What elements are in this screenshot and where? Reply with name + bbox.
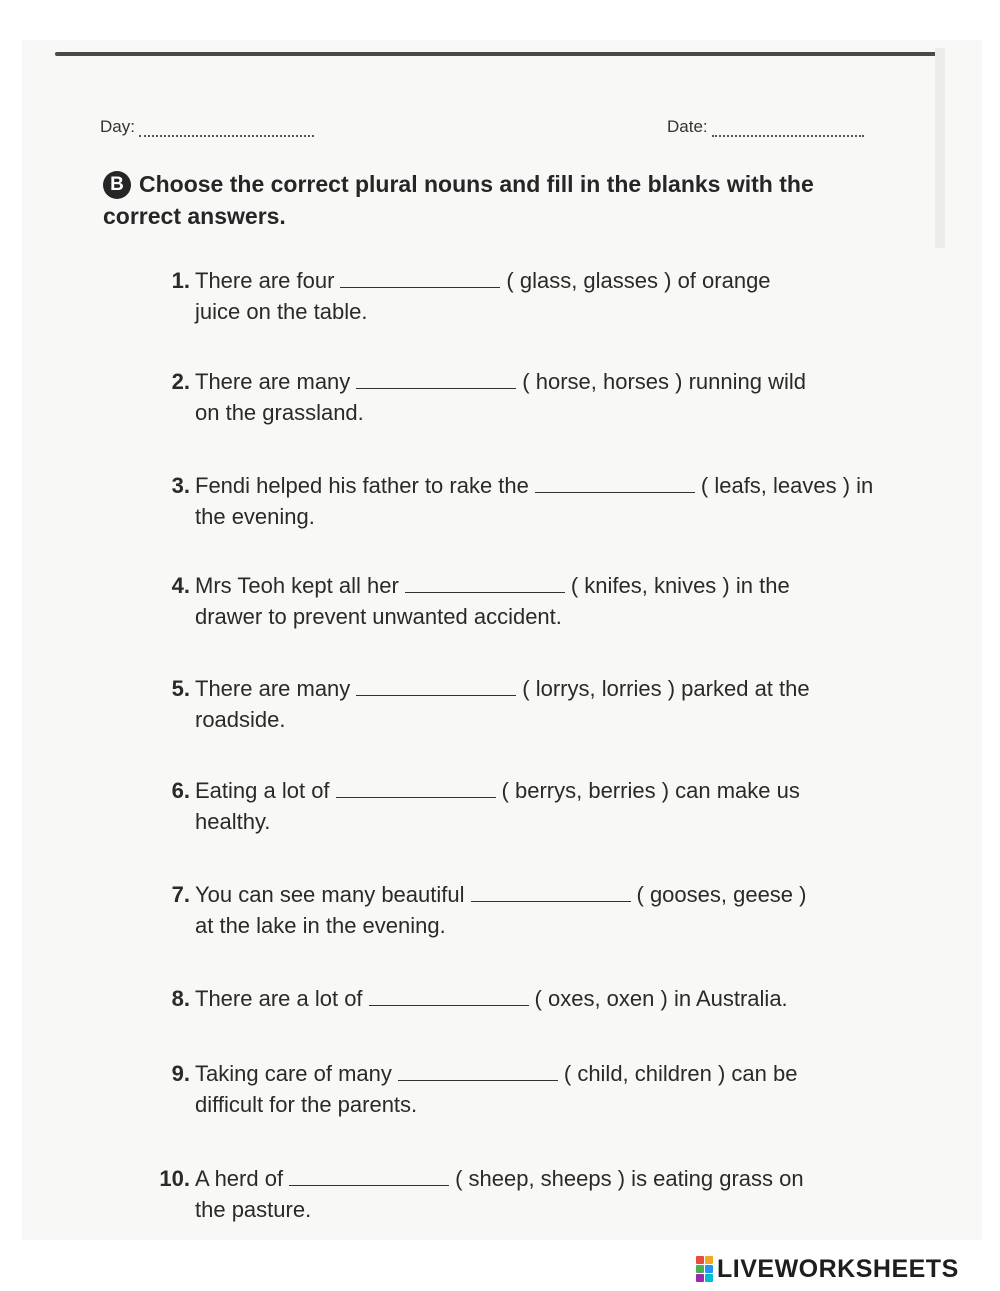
question-lead-text: You can see many beautiful xyxy=(195,882,465,907)
question-number: 9. xyxy=(171,1061,190,1086)
answer-options: ( sheep, sheeps ) is eating grass on xyxy=(455,1166,804,1191)
question-text xyxy=(195,1058,890,1120)
answer-options: ( lorrys, lorries ) parked at the xyxy=(522,676,810,701)
answer-blank[interactable] xyxy=(340,269,500,288)
question-lead-text: Mrs Teoh kept all her xyxy=(195,573,399,598)
answer-blank[interactable] xyxy=(356,370,516,389)
question-continuation: drawer to prevent unwanted accident. xyxy=(195,604,562,629)
question-item xyxy=(150,1163,890,1225)
date-dotted-line xyxy=(712,123,864,137)
day-label: Day: xyxy=(100,117,135,136)
section-badge-icon: B xyxy=(103,171,131,199)
question-number: 6. xyxy=(171,778,190,803)
top-rule xyxy=(55,52,940,56)
question-number: 7. xyxy=(171,882,190,907)
question-lead-text: There are many xyxy=(195,369,351,394)
question-continuation: roadside. xyxy=(195,707,286,732)
question-lead-text: A herd of xyxy=(195,1166,284,1191)
question-text xyxy=(195,265,890,327)
brand-watermark xyxy=(696,1255,959,1283)
question-continuation: juice on the table. xyxy=(195,299,368,324)
question-continuation: healthy. xyxy=(195,809,271,834)
answer-options: ( gooses, geese ) xyxy=(636,882,807,907)
question-number: 10. xyxy=(159,1166,190,1191)
question-text xyxy=(195,570,890,632)
answer-blank[interactable] xyxy=(398,1062,558,1081)
answer-blank[interactable] xyxy=(336,779,496,798)
question-number: 2. xyxy=(171,369,190,394)
date-field xyxy=(667,117,864,137)
question-continuation: on the grassland. xyxy=(195,400,364,425)
logo-square xyxy=(696,1256,704,1264)
logo-square xyxy=(705,1265,713,1273)
answer-options: ( leafs, leaves ) in the evening. xyxy=(195,473,874,529)
date-label: Date: xyxy=(667,117,708,136)
question-lead-text: Fendi helped his father to rake the xyxy=(195,473,529,498)
question-item xyxy=(150,1058,890,1120)
question-continuation: difficult for the parents. xyxy=(195,1092,418,1117)
question-text xyxy=(195,1163,890,1225)
logo-square xyxy=(696,1265,704,1273)
answer-blank[interactable] xyxy=(356,677,516,696)
answer-blank[interactable] xyxy=(289,1167,449,1186)
question-continuation: the pasture. xyxy=(195,1197,312,1222)
question-item xyxy=(150,470,890,532)
page-edge-shadow xyxy=(935,48,945,248)
question-number: 8. xyxy=(171,986,190,1011)
logo-square xyxy=(705,1274,713,1282)
question-item xyxy=(150,673,890,735)
question-lead-text: There are many xyxy=(195,676,351,701)
question-text xyxy=(195,673,890,735)
question-text xyxy=(195,366,890,428)
question-number: 1. xyxy=(171,268,190,293)
question-lead-text: Eating a lot of xyxy=(195,778,330,803)
question-item xyxy=(150,570,890,632)
logo-square xyxy=(696,1274,704,1282)
question-text xyxy=(195,775,890,837)
question-item xyxy=(150,775,890,837)
question-continuation: at the lake in the evening. xyxy=(195,913,446,938)
answer-options: ( horse, horses ) running wild xyxy=(522,369,806,394)
question-text xyxy=(195,879,890,941)
brand-name: LIVEWORKSHEETS xyxy=(717,1254,959,1283)
answer-blank[interactable] xyxy=(405,574,565,593)
question-number: 4. xyxy=(171,573,190,598)
instruction-text: Choose the correct plural nouns and fill in the blanks with the correct answers. xyxy=(103,171,814,229)
answer-options: ( berrys, berries ) can make us xyxy=(501,778,800,803)
question-item xyxy=(150,879,890,941)
question-item xyxy=(150,265,890,327)
question-lead-text: There are a lot of xyxy=(195,986,363,1011)
answer-blank[interactable] xyxy=(369,987,529,1006)
question-number: 3. xyxy=(171,473,190,498)
question-item xyxy=(150,983,890,1014)
answer-options: ( knifes, knives ) in the xyxy=(570,573,790,598)
section-instruction xyxy=(103,168,893,232)
question-lead-text: There are four xyxy=(195,268,335,293)
logo-square xyxy=(705,1256,713,1264)
question-lead-text: Taking care of many xyxy=(195,1061,392,1086)
answer-options: ( glass, glasses ) of orange xyxy=(506,268,771,293)
question-number: 5. xyxy=(171,676,190,701)
day-dotted-line xyxy=(139,123,314,137)
day-field xyxy=(100,117,314,137)
liveworksheets-logo-icon xyxy=(696,1256,713,1282)
question-text xyxy=(195,470,890,532)
question-text xyxy=(195,983,890,1014)
answer-blank[interactable] xyxy=(471,883,631,902)
answer-options: ( oxes, oxen ) in Australia. xyxy=(534,986,788,1011)
answer-blank[interactable] xyxy=(535,474,695,493)
answer-options: ( child, children ) can be xyxy=(563,1061,798,1086)
question-item xyxy=(150,366,890,428)
